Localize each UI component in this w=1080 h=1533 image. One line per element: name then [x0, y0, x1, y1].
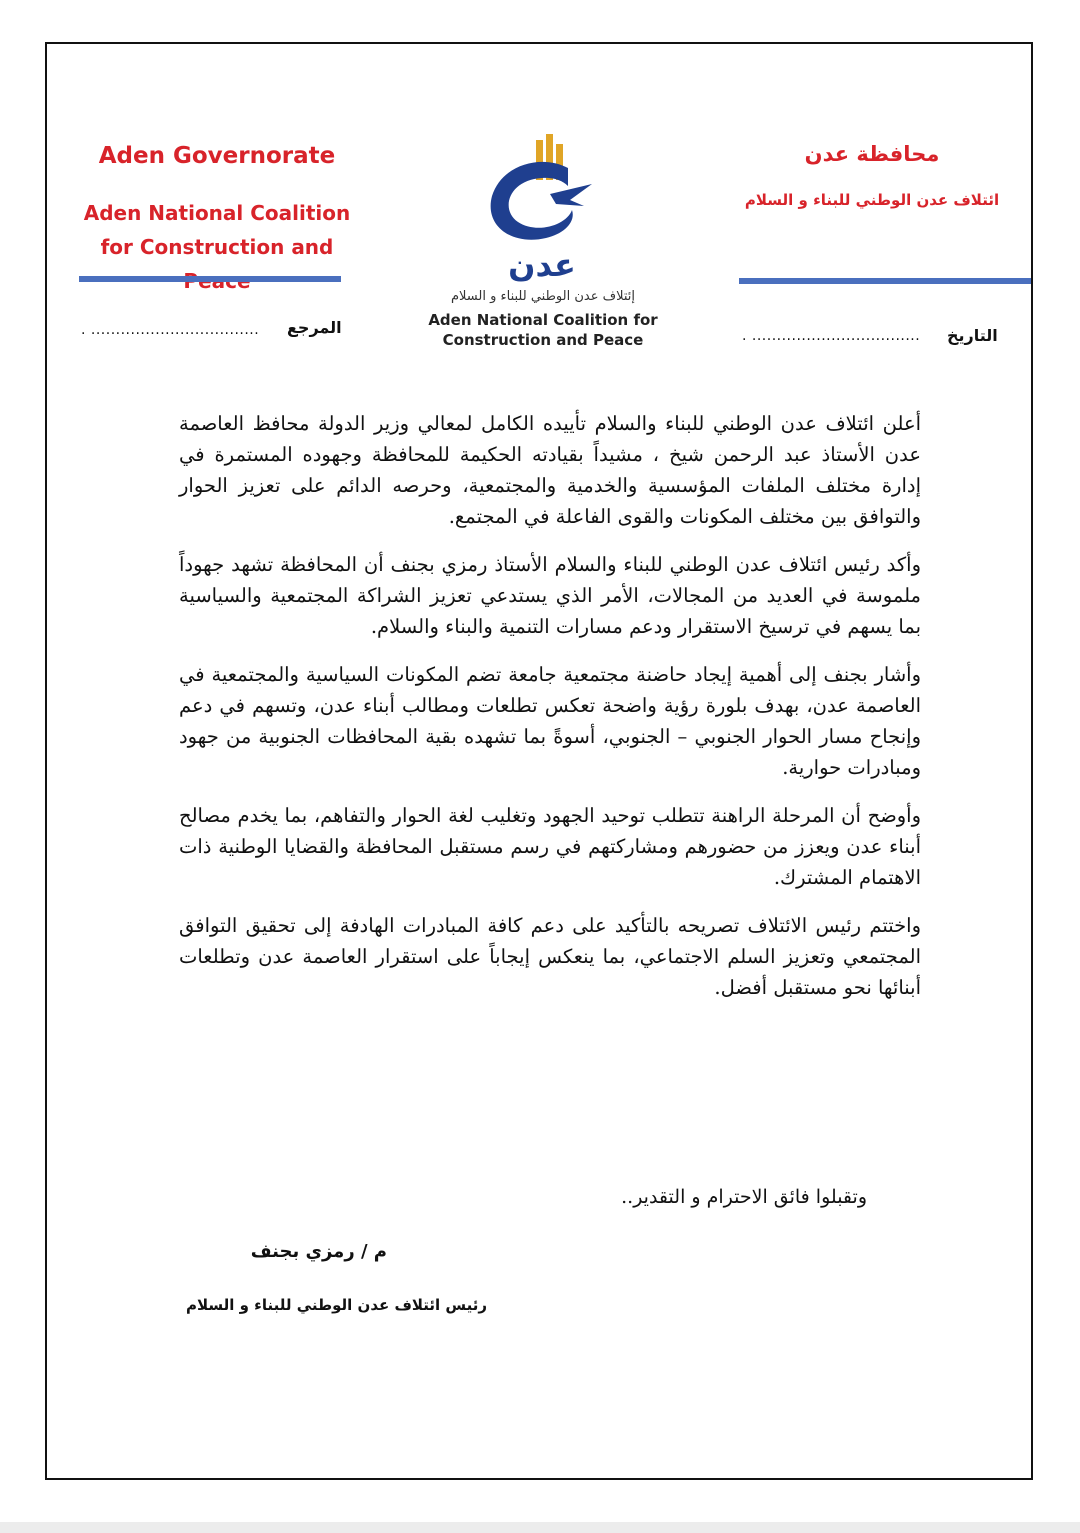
header-english-subtitle: Aden National Coalition for Construction and — [83, 201, 351, 259]
body-paragraph: أعلن ائتلاف عدن الوطني للبناء والسلام تأييده الكامل لمعالي وزير الدولة محافظ العاصمة عدن الأستاذ عبد الرحمن شيخ ، مشيداً بقيادته الحكيمة للمحافظة وجهوده المستمرة في إدارة مختلف الملفات المؤسسية والخدمية والمجتمعية، وحرصه الدائم على تعزيز الحوار والتوافق بين مختلف المكونات والقوى الفاعلة في المجتمع. — [179, 412, 921, 528]
letter-body — [179, 408, 921, 1020]
reference-field: . .................................. — [81, 322, 260, 338]
header-english-title: Aden Governorate — [98, 143, 336, 169]
page-bottom-band — [0, 1522, 1080, 1533]
body-paragraph: واختتم رئيس الائتلاف تصريحه بالتأكيد على دعم كافة المبادرات الهادفة إلى تحقيق التوافق المجتمعي وتعزيز السلم الاجتماعي، بما ينعكس إيجاباً على استقرار العاصمة عدن وتطلعات أبنائها نحو مستقبل أفضل. — [179, 914, 921, 999]
body-paragraph: وأكد رئيس ائتلاف عدن الوطني للبناء والسلام الأستاذ رمزي بجنف أن المحافظة تشهد جهوداً ملموسة في العديد من المجالات، الأمر الذي يستدعي تعزيز الشراكة المجتمعية والسياسية بما يسهم في ترسيخ الاستقرار ودعم مسارات التنمية والبناء والسلام. — [179, 553, 921, 638]
logo-emblem-icon — [472, 134, 612, 284]
letter-frame — [45, 42, 1033, 1480]
closing-line: وتقبلوا فائق الاحترام و التقدير.. — [621, 1186, 867, 1208]
header-arabic-title: محافظة عدن — [804, 142, 940, 166]
date-field: . .................................. — [742, 328, 921, 344]
signatory-name: م / رمزي بجنف — [250, 1241, 387, 1262]
body-paragraph: وأشار بجنف إلى أهمية إيجاد حاضنة مجتمعية جامعة تضم المكونات السياسية والمجتمعية في العاصمة عدن، بهدف بلورة رؤية واضحة تعكس تطلعات ومطالب أبناء عدن، وتسهم في دعم وإنجاح مسار الحوار الجنوبي – الجنوبي، أسوةً بما تشهده بقية المحافظات الجنوبية من جهود ومبادرات حوارية. — [179, 663, 921, 779]
logo-caption-arabic: إئتلاف عدن الوطني للبناء و السلام — [450, 289, 635, 304]
logo-caption-english: Aden National Coalition for Construction and Peace — [428, 311, 658, 349]
signatory-title: رئيس ائتلاف عدن الوطني للبناء و السلام — [185, 1296, 487, 1314]
body-paragraph: وأوضح أن المرحلة الراهنة تتطلب توحيد الجهود وتغليب لغة الحوار والتفاهم، بما يخدم مصالح أبناء عدن ويعزز من حضورهم ومشاركتهم في رسم مستقبل المحافظة والقضايا الوطنية ذات الاهتمام المشترك. — [179, 804, 921, 889]
header-divider-left — [79, 276, 341, 282]
reference-label: المرجع — [287, 318, 342, 337]
header-divider-right — [739, 278, 1031, 284]
coalition-logo — [407, 134, 679, 362]
header-arabic-subtitle: ائتلاف عدن الوطني للبناء و السلام — [744, 191, 1000, 209]
logo-arabic-word: عدن — [508, 246, 576, 284]
date-label: التاريخ — [947, 326, 998, 345]
